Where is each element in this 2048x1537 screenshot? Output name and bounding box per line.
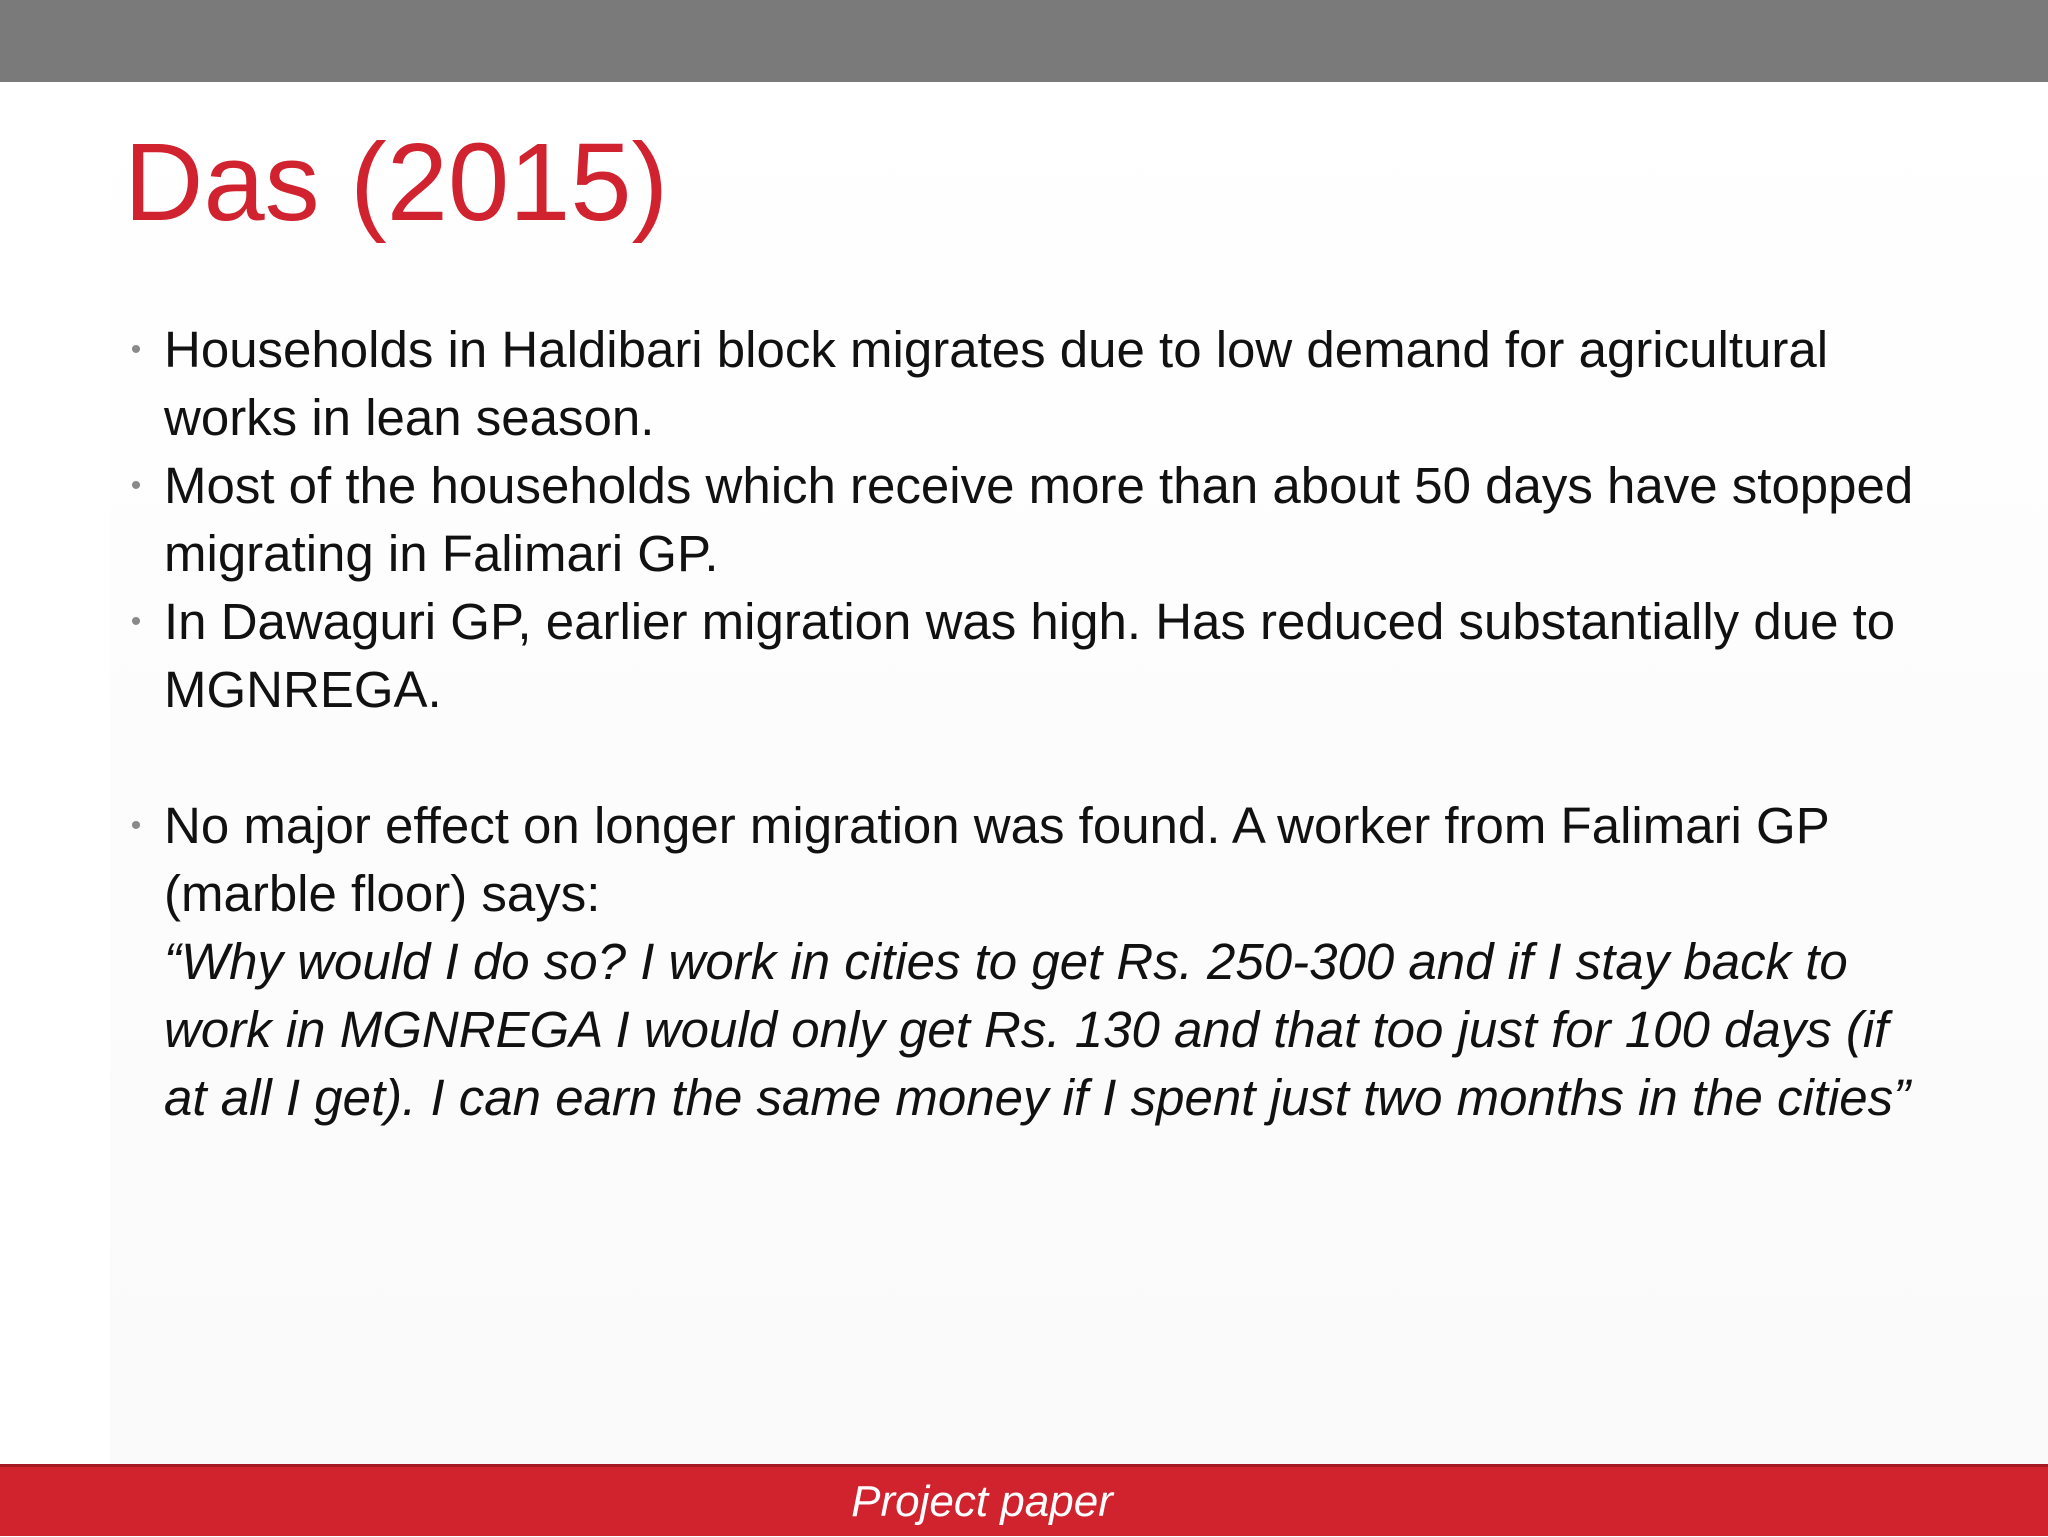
bullet-text: In Dawaguri GP, earlier migration was high. Has reduced substantially due to MGNREGA. — [164, 593, 1896, 718]
footer-label: Project paper — [851, 1477, 1113, 1526]
worker-quote: “Why would I do so? I work in cities to get Rs. 250-300 and if I stay back to work in MGNREGA I would only get Rs. 130 and that too just for 100 days (if at all I get). I can earn the same money if I spent just two months in the cities” — [164, 933, 1911, 1126]
footer-bar — [0, 1464, 2048, 1536]
bullet-dot-icon: • — [130, 809, 142, 842]
bullet-item-longer-migration — [124, 792, 1944, 1132]
slide-title: Das (2015) — [124, 121, 669, 244]
bullet-item-household-migration — [124, 316, 1944, 452]
bullet-list — [124, 316, 1944, 1132]
bullet-text: No major effect on longer migration was found. A worker from Falimari GP (marble floor) says: — [164, 797, 1829, 922]
bullet-dot-icon: • — [130, 469, 142, 502]
bullet-item-stopped-migrating — [124, 452, 1944, 588]
bullet-dot-icon: • — [130, 333, 142, 366]
bullet-text: Most of the households which receive more than about 50 days have stopped migrating in Falimari GP. — [164, 457, 1914, 582]
top-header-bar — [0, 0, 2048, 82]
bullet-dot-icon: • — [130, 605, 142, 638]
bullet-text: Households in Haldibari block migrates due to low demand for agricultural works in lean season. — [164, 321, 1829, 446]
bullet-item-dawaguri-migration — [124, 588, 1944, 724]
